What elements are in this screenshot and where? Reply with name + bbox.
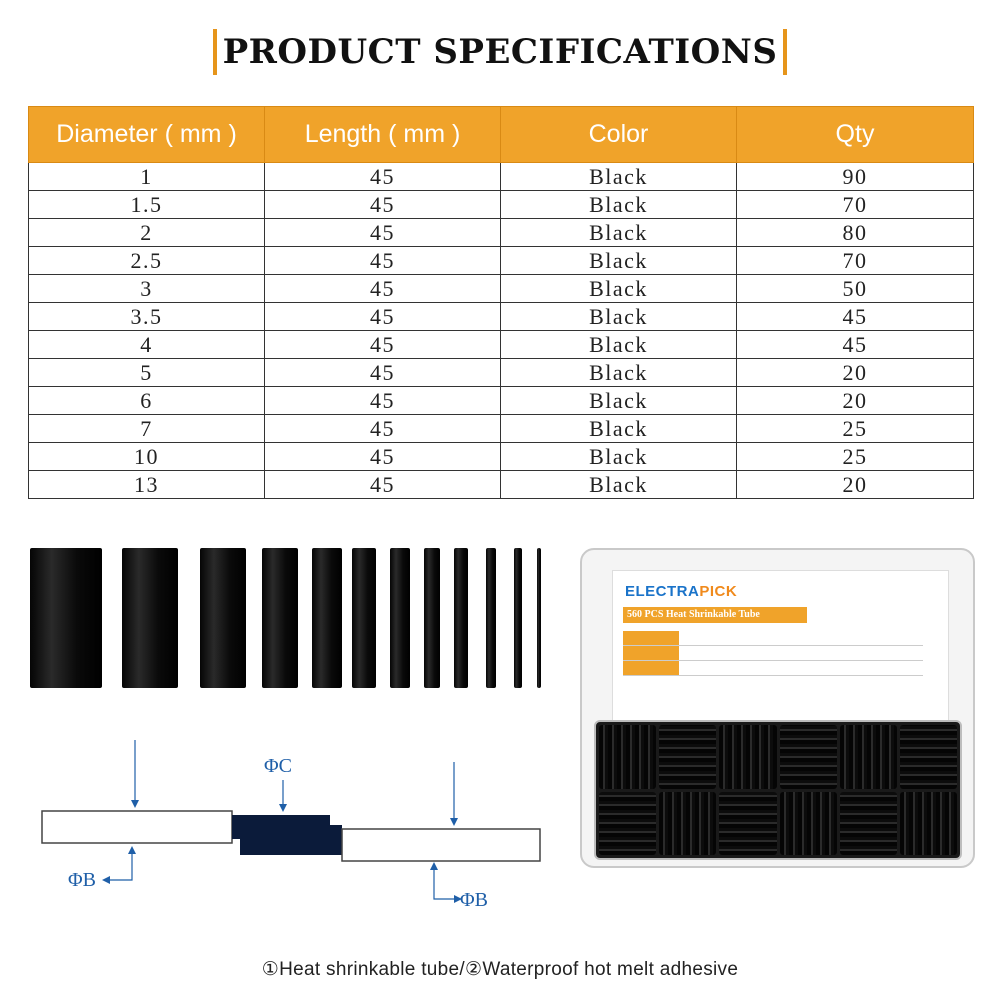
table-row — [29, 471, 974, 499]
cell-diameter: 6 — [29, 387, 265, 415]
compartment — [719, 792, 776, 856]
cell-color: Black — [501, 275, 737, 303]
table-header-row — [29, 107, 974, 163]
table-row — [29, 443, 974, 471]
cell-color: Black — [501, 415, 737, 443]
header-color: Color — [501, 107, 737, 163]
cell-color: Black — [501, 247, 737, 275]
cell-color: Black — [501, 387, 737, 415]
cell-length: 45 — [265, 275, 501, 303]
cell-color: Black — [501, 359, 737, 387]
compartment — [780, 725, 837, 789]
header-length: Length ( mm ) — [265, 107, 501, 163]
cell-diameter: 2 — [29, 219, 265, 247]
tube-sample — [486, 548, 496, 688]
cell-length: 45 — [265, 387, 501, 415]
cell-length: 45 — [265, 191, 501, 219]
cell-color: Black — [501, 163, 737, 191]
tube-sample — [454, 548, 468, 688]
cell-diameter: 1 — [29, 163, 265, 191]
right-tube — [342, 829, 540, 861]
arrowhead-left-bottom-left — [102, 876, 110, 884]
compartment — [900, 725, 957, 789]
tube-sample — [352, 548, 376, 688]
cell-diameter: 10 — [29, 443, 265, 471]
table-row — [29, 331, 974, 359]
cell-diameter: 5 — [29, 359, 265, 387]
cell-length: 45 — [265, 247, 501, 275]
cell-diameter: 3.5 — [29, 303, 265, 331]
title-banner — [0, 22, 1000, 82]
cell-color: Black — [501, 471, 737, 499]
cell-qty: 20 — [737, 471, 974, 499]
cell-color: Black — [501, 303, 737, 331]
cell-qty: 45 — [737, 331, 974, 359]
cell-length: 45 — [265, 163, 501, 191]
tube-sample — [262, 548, 298, 688]
cell-qty: 50 — [737, 275, 974, 303]
spec-table — [28, 106, 974, 499]
arrowhead-left-bottom-up — [128, 846, 136, 854]
cell-diameter: 7 — [29, 415, 265, 443]
cell-color: Black — [501, 443, 737, 471]
cell-color: Black — [501, 331, 737, 359]
cell-diameter: 2.5 — [29, 247, 265, 275]
cell-length: 45 — [265, 415, 501, 443]
cell-qty: 45 — [737, 303, 974, 331]
arrowhead-right-bottom-up — [430, 862, 438, 870]
cell-color: Black — [501, 191, 737, 219]
table-row — [29, 387, 974, 415]
left-tube — [42, 811, 232, 843]
label-phi-c: ΦC — [264, 755, 292, 777]
cell-qty: 70 — [737, 247, 974, 275]
arrowhead-right-top — [450, 818, 458, 826]
table-row — [29, 359, 974, 387]
table-row — [29, 191, 974, 219]
caption: ①Heat shrinkable tube/②Waterproof hot melt adhesive — [261, 959, 739, 980]
compartment — [840, 792, 897, 856]
compartment — [780, 792, 837, 856]
tube-sample — [424, 548, 440, 688]
tube-sample — [537, 548, 541, 688]
cell-diameter: 13 — [29, 471, 265, 499]
title-left-bar — [213, 29, 217, 75]
tube-sample — [122, 548, 178, 688]
table-row — [29, 163, 974, 191]
shrink-tube-diagram — [30, 740, 550, 920]
compartment — [599, 792, 656, 856]
table-row — [29, 247, 974, 275]
cell-length: 45 — [265, 359, 501, 387]
cell-diameter: 1.5 — [29, 191, 265, 219]
page-title: PRODUCT SPECIFICATIONS — [222, 32, 778, 72]
compartment — [659, 792, 716, 856]
cell-diameter: 3 — [29, 275, 265, 303]
cell-length: 45 — [265, 219, 501, 247]
box-compartments — [594, 720, 962, 860]
tube-sample — [200, 548, 246, 688]
cell-qty: 20 — [737, 359, 974, 387]
adhesive-layer — [232, 815, 342, 855]
compartment — [900, 792, 957, 856]
product-storage-box — [580, 548, 975, 873]
title-right-bar — [783, 29, 787, 75]
tube-sample — [30, 548, 102, 688]
compartment — [840, 725, 897, 789]
cell-color: Black — [501, 219, 737, 247]
arrowhead-left-top — [131, 800, 139, 808]
cell-length: 45 — [265, 303, 501, 331]
header-qty: Qty — [737, 107, 974, 163]
cell-qty: 20 — [737, 387, 974, 415]
brand-logo: ELECTRAPICK — [625, 583, 738, 600]
arrow-left-bottom — [108, 850, 132, 880]
box-subtitle: 560 PCS Heat Shrinkable Tube — [623, 607, 807, 623]
compartment — [599, 725, 656, 789]
cell-qty: 25 — [737, 443, 974, 471]
cell-length: 45 — [265, 331, 501, 359]
tube-sample — [514, 548, 522, 688]
cell-length: 45 — [265, 443, 501, 471]
cell-diameter: 4 — [29, 331, 265, 359]
table-body — [29, 163, 974, 499]
label-phi-b-left: ΦB — [68, 869, 96, 891]
arrowhead-center — [279, 804, 287, 812]
cell-length: 45 — [265, 471, 501, 499]
tube-sample — [390, 548, 410, 688]
table-row — [29, 275, 974, 303]
box-label-card — [612, 570, 949, 722]
box-mini-table — [623, 631, 923, 673]
compartment — [719, 725, 776, 789]
table-row — [29, 415, 974, 443]
tube-size-samples — [30, 548, 550, 688]
table-row — [29, 219, 974, 247]
compartment — [659, 725, 716, 789]
cell-qty: 90 — [737, 163, 974, 191]
cell-qty: 70 — [737, 191, 974, 219]
tube-sample — [312, 548, 342, 688]
label-phi-b-right: ΦB — [460, 889, 488, 911]
cell-qty: 80 — [737, 219, 974, 247]
header-diameter: Diameter ( mm ) — [29, 107, 265, 163]
arrow-right-bottom — [434, 866, 456, 899]
table-row — [29, 303, 974, 331]
cell-qty: 25 — [737, 415, 974, 443]
